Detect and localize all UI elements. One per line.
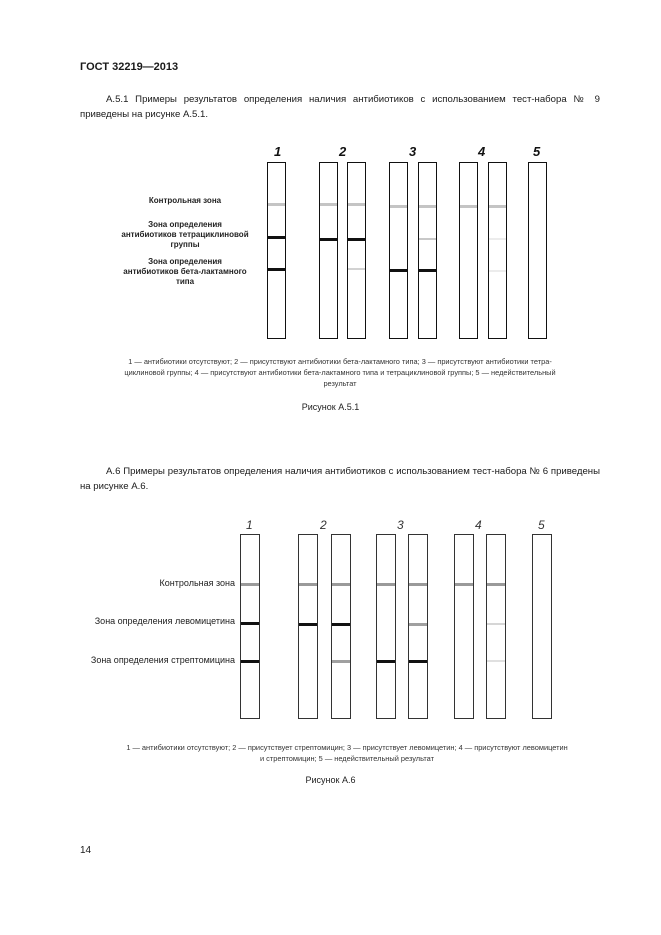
levomycetin-band — [409, 623, 427, 626]
tetracycline-band — [489, 238, 506, 240]
legend-line3: результат — [323, 379, 357, 388]
zone-label-control: Контрольная зона — [159, 578, 235, 588]
zone-label-levomycetin: Зона определения левомицетина — [94, 616, 235, 626]
zone-label-streptomycin: Зона определения стрептомицина — [90, 655, 235, 665]
strip-number-4: 4 — [475, 518, 482, 532]
control-band — [489, 205, 506, 208]
legend-line1: 1 — антибиотики отсутствуют; 2 — присутствуют антибиотики бета-лактамного типа; 3 — присутствуют антибиотики тетра- — [128, 357, 552, 366]
strip-number-1: 1 — [246, 518, 253, 532]
betalactam-band — [268, 268, 285, 271]
control-band — [409, 583, 427, 586]
strip-number-4: 4 — [478, 144, 486, 159]
test-strip — [347, 162, 366, 339]
test-strip — [488, 162, 507, 339]
zone-label-control: Контрольная зона — [148, 196, 222, 205]
zone-label-betalactam-line3: типа — [175, 277, 195, 286]
control-band — [377, 583, 395, 586]
betalactam-band — [419, 269, 436, 272]
zone-label-betalactam-line2: антибиотиков бета-лактамного — [123, 267, 247, 276]
strip-number-3: 3 — [397, 518, 404, 532]
page-number: 14 — [80, 845, 92, 856]
levomycetin-band — [487, 623, 505, 625]
figure-a51-caption: Рисунок А.5.1 — [301, 402, 360, 412]
test-strip — [459, 162, 478, 339]
tetracycline-band — [320, 238, 337, 241]
control-band — [320, 203, 337, 206]
control-band — [460, 205, 477, 208]
streptomycin-band — [487, 660, 505, 662]
control-band — [299, 583, 317, 586]
control-band — [348, 203, 365, 206]
levomycetin-band — [332, 623, 350, 626]
control-band — [268, 203, 285, 206]
figure-a6-caption: Рисунок А.6 — [305, 775, 356, 785]
control-band — [419, 205, 436, 208]
tetracycline-band — [348, 238, 365, 241]
streptomycin-band — [409, 660, 427, 663]
test-strip — [528, 162, 547, 339]
test-strip — [376, 534, 396, 719]
test-strip — [319, 162, 338, 339]
zone-label-betalactam — [100, 257, 270, 287]
section-a51-paragraph — [80, 92, 600, 122]
test-strip — [532, 534, 552, 719]
figure-a6-legend — [80, 742, 614, 764]
test-strip — [486, 534, 506, 719]
streptomycin-band — [377, 660, 395, 663]
control-band — [487, 583, 505, 586]
test-strip — [298, 534, 318, 719]
strip-number-5: 5 — [538, 518, 545, 532]
strip-number-3: 3 — [409, 144, 417, 159]
tetracycline-band — [268, 236, 285, 239]
standard-header: ГОСТ 32219—2013 — [80, 61, 179, 73]
streptomycin-band — [332, 660, 350, 663]
test-strip — [389, 162, 408, 339]
test-strip — [267, 162, 286, 339]
section-a51-text: А.5.1 Примеры результатов определения наличия антибиотиков с использованием тест-набора № 9 приведены на рисунке А.5.1. — [80, 94, 600, 120]
zone-label-tetracycline — [100, 220, 270, 250]
test-strip — [331, 534, 351, 719]
test-strip — [454, 534, 474, 719]
strip-number-5: 5 — [533, 144, 541, 159]
betalactam-band — [348, 268, 365, 270]
zone-label-tetracycline-line3: группы — [170, 240, 200, 249]
legend-line2: и стрептомицин; 5 — недействительный результат — [260, 754, 434, 763]
control-band — [332, 583, 350, 586]
zone-label-betalactam-line1: Зона определения — [148, 257, 222, 266]
levomycetin-band — [299, 623, 317, 626]
betalactam-band — [390, 269, 407, 272]
streptomycin-band — [241, 660, 259, 663]
strip-number-2: 2 — [339, 144, 347, 159]
test-strip — [418, 162, 437, 339]
control-band — [455, 583, 473, 586]
section-a6-paragraph — [80, 464, 600, 494]
control-band — [390, 205, 407, 208]
control-band — [241, 583, 259, 586]
section-a6-text: А.6 Примеры результатов определения наличия антибиотиков с использованием тест-набора № 6 приведены на рисунке А.6. — [80, 466, 600, 492]
test-strip — [240, 534, 260, 719]
strip-number-1: 1 — [274, 144, 282, 159]
betalactam-band — [489, 270, 506, 272]
test-strip — [408, 534, 428, 719]
levomycetin-band — [241, 622, 259, 625]
legend-line1: 1 — антибиотики отсутствуют; 2 — присутствует стрептомицин; 3 — присутствует левомицетин; 4 — присутствуют левомицетин — [126, 743, 568, 752]
zone-label-tetracycline-line1: Зона определения — [148, 220, 222, 229]
legend-line2: циклиновой группы; 4 — присутствуют антибиотики бета-лактамного типа и тетрациклиновой группы; 5 — недействительный — [124, 368, 556, 377]
tetracycline-band — [419, 238, 436, 240]
strip-number-2: 2 — [320, 518, 327, 532]
zone-label-tetracycline-line2: антибиотиков тетрациклиновой — [121, 230, 249, 239]
figure-a51-legend — [80, 356, 600, 389]
